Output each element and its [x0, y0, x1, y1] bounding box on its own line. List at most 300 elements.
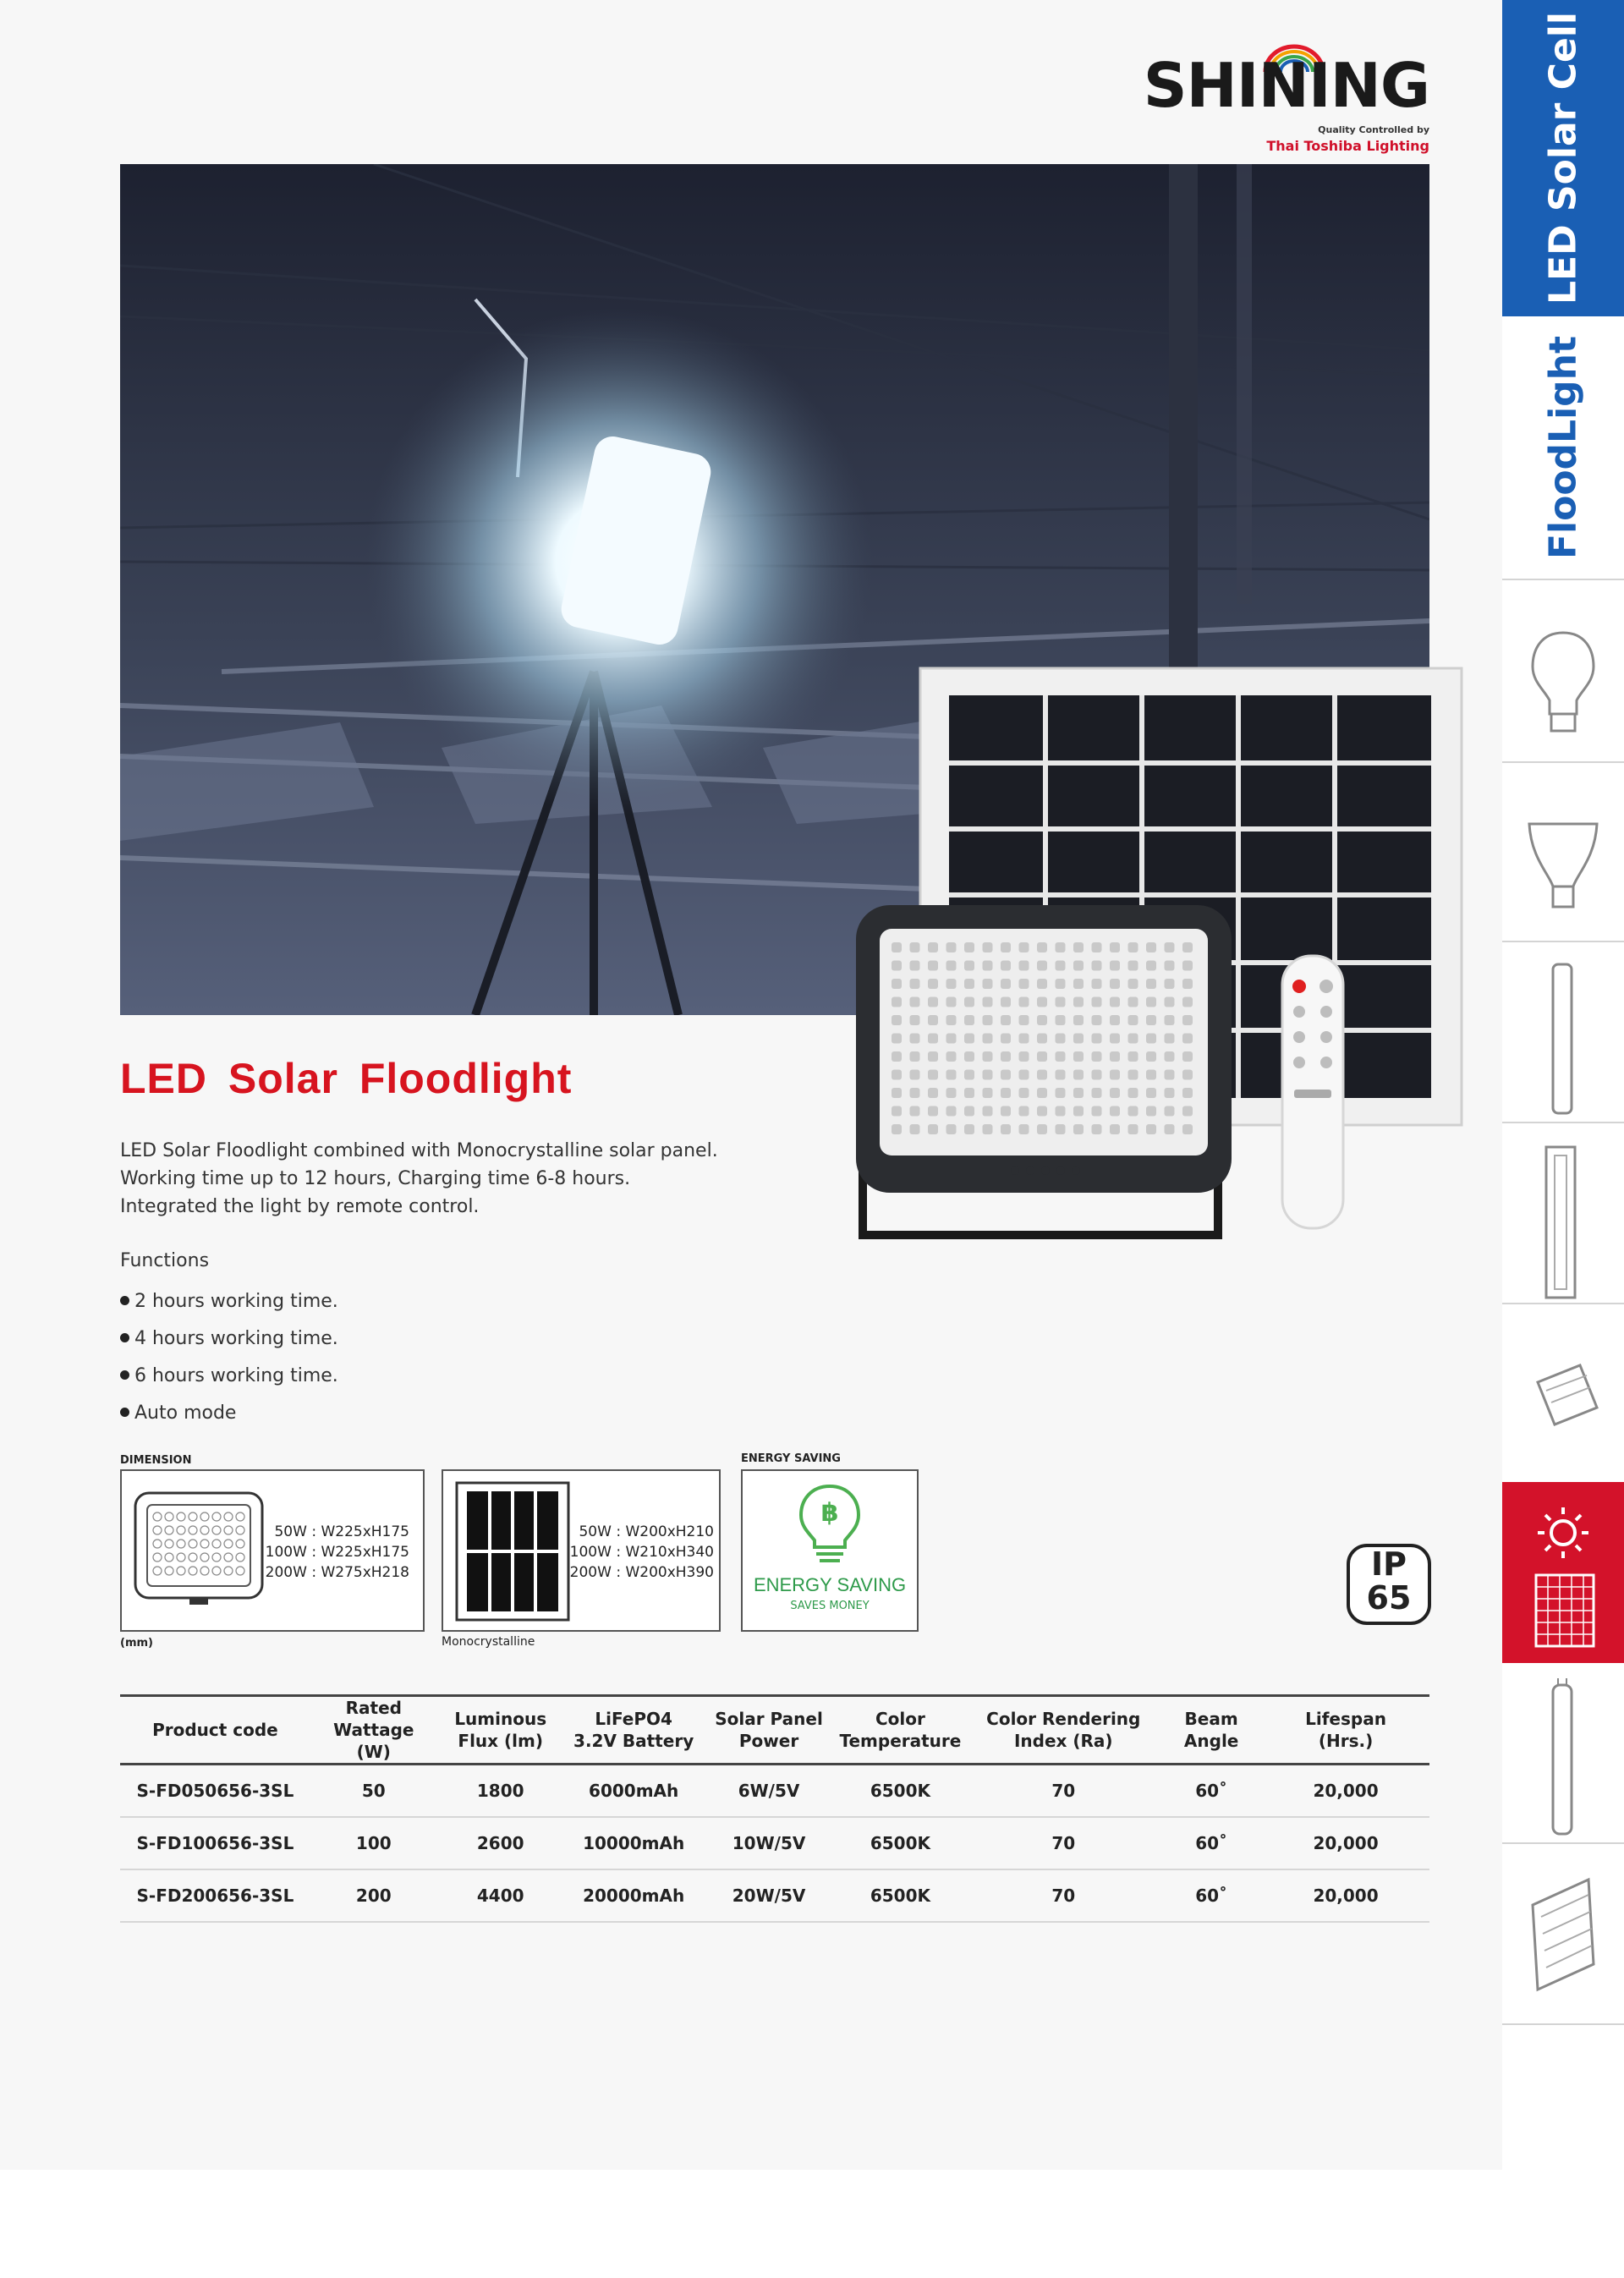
led-chip	[1001, 1088, 1011, 1098]
led-chip	[1092, 1034, 1102, 1044]
led-chip	[983, 1070, 993, 1080]
ip65-badge	[1347, 1544, 1431, 1625]
tube-icon	[1521, 952, 1605, 1122]
panel-dimension-box	[442, 1469, 721, 1632]
led-chip	[1146, 1034, 1156, 1044]
description-line: Working time up to 12 hours, Charging time 6-8 hours.	[120, 1168, 631, 1189]
table-cell: 10000mAh	[564, 1817, 704, 1869]
floodlight-dimensions: 50W : W225xH175 100W : W225xH175 200W : W275xH218	[265, 1523, 409, 1581]
led-chip	[910, 1034, 920, 1044]
led-outline	[212, 1553, 221, 1562]
dimension-unit: (mm)	[120, 1637, 153, 1649]
led-chip	[1019, 1106, 1029, 1117]
led-chip	[1019, 979, 1029, 989]
batten-icon	[1521, 1134, 1605, 1303]
led-chip	[1001, 979, 1011, 989]
led-outline	[236, 1512, 244, 1521]
led-chip	[1182, 1051, 1193, 1062]
led-outline	[153, 1540, 162, 1548]
panel-dimensions: 50W : W200xH210 100W : W210xH340 200W : W200xH390	[569, 1523, 714, 1581]
led-outline	[165, 1512, 173, 1521]
led-chip	[1001, 1051, 1011, 1062]
table-cell: 70	[966, 1869, 1160, 1922]
led-chip	[964, 1106, 974, 1117]
led-chip	[1165, 1124, 1175, 1134]
led-chip	[1037, 979, 1047, 989]
led-chip	[983, 942, 993, 952]
led-chip	[1056, 1034, 1066, 1044]
led-chip	[1001, 1070, 1011, 1080]
led-chip	[1073, 1088, 1084, 1098]
led-chip	[892, 1070, 902, 1080]
energy-saving-box	[741, 1469, 919, 1632]
sidebar-item-batten[interactable]	[1502, 1125, 1624, 1304]
floodlight-image	[856, 905, 1232, 1235]
led-chip	[1110, 1070, 1120, 1080]
led-chip	[1146, 961, 1156, 971]
led-chip	[1110, 1106, 1120, 1117]
table-cell: 10W/5V	[704, 1817, 835, 1869]
led-chip	[983, 1051, 993, 1062]
led-chip	[1128, 997, 1138, 1007]
led-outline	[189, 1553, 197, 1562]
table-cell: 1800	[437, 1765, 564, 1818]
led-outline	[212, 1512, 221, 1521]
led-chip	[1146, 979, 1156, 989]
specification-table	[120, 1694, 1429, 1923]
led-chip	[1165, 1051, 1175, 1062]
sidebar-category-label: LED Solar Cell	[1541, 12, 1585, 305]
led-outline	[165, 1553, 173, 1562]
led-chip	[1019, 997, 1029, 1007]
led-chip	[1019, 961, 1029, 971]
table-header-cell: Lifespan (Hrs.)	[1305, 1709, 1386, 1751]
sidebar-divider	[1502, 761, 1624, 763]
led-chip	[1182, 979, 1193, 989]
table-cell: S-FD050656-3SL	[120, 1765, 310, 1818]
table-cell: 50	[310, 1765, 437, 1818]
led-chip	[1182, 1015, 1193, 1025]
sidebar-tab-led-solar-cell[interactable]	[1502, 0, 1624, 316]
brand-logo	[1143, 47, 1429, 156]
led-chip	[1037, 1106, 1047, 1117]
led-chip	[1092, 961, 1102, 971]
led-chip	[946, 1070, 957, 1080]
table-cell: 6W/5V	[704, 1765, 835, 1818]
table-body	[120, 1765, 1429, 1923]
table-row	[120, 1869, 1429, 1922]
led-chip	[946, 1034, 957, 1044]
led-chip	[928, 1034, 938, 1044]
led-chip	[1146, 1106, 1156, 1117]
description-line: LED Solar Floodlight combined with Monocrystalline solar panel.	[120, 1140, 718, 1161]
led-chip	[1165, 1015, 1175, 1025]
led-outline	[212, 1540, 221, 1548]
led-chip	[946, 1015, 957, 1025]
led-outline	[153, 1567, 162, 1575]
led-chip	[1092, 942, 1102, 952]
led-chip	[1056, 961, 1066, 971]
product-description	[120, 1137, 881, 1221]
led-chip	[1073, 997, 1084, 1007]
led-chip	[928, 942, 938, 952]
table-cell: 20,000	[1262, 1817, 1429, 1869]
description-line: Integrated the light by remote control.	[120, 1196, 480, 1217]
led-chip	[892, 961, 902, 971]
table-cell: S-FD200656-3SL	[120, 1869, 310, 1922]
led-chip	[1110, 942, 1120, 952]
led-chip	[946, 979, 957, 989]
led-chip	[946, 1088, 957, 1098]
led-chip	[983, 961, 993, 971]
led-chip	[1128, 961, 1138, 971]
led-chip	[1092, 1015, 1102, 1025]
led-chip	[1001, 942, 1011, 952]
led-outline	[165, 1526, 173, 1534]
led-chip	[1165, 1088, 1175, 1098]
led-chip	[964, 997, 974, 1007]
table-cell: 6500K	[834, 1869, 966, 1922]
led-outline	[189, 1540, 197, 1548]
bullet-icon	[120, 1370, 129, 1380]
led-chip	[910, 1070, 920, 1080]
table-cell: 60˚	[1160, 1869, 1262, 1922]
led-chip	[1001, 1124, 1011, 1134]
panel-caption: Monocrystalline	[442, 1635, 535, 1649]
led-chip	[910, 961, 920, 971]
sidebar-item-tube[interactable]	[1502, 944, 1624, 1123]
led-chip	[964, 1015, 974, 1025]
led-outline	[236, 1567, 244, 1575]
led-chip	[1110, 1015, 1120, 1025]
led-chip	[928, 1015, 938, 1025]
led-outline	[224, 1512, 233, 1521]
led-chip	[1110, 1088, 1120, 1098]
led-chip	[1110, 1051, 1120, 1062]
led-chip	[1073, 979, 1084, 989]
led-chip	[928, 997, 938, 1007]
sidebar-tab-floodlight[interactable]	[1502, 316, 1624, 579]
sidebar-item-t8-tube[interactable]	[1502, 1663, 1624, 1842]
table-cell: 4400	[437, 1869, 564, 1922]
led-chip	[910, 979, 920, 989]
led-chip	[928, 1088, 938, 1098]
led-chip	[892, 1088, 902, 1098]
led-chip	[928, 1070, 938, 1080]
highbay-icon	[1521, 1315, 1605, 1475]
energy-saving-label: ENERGY SAVING	[741, 1452, 841, 1465]
functions-list	[120, 1250, 338, 1432]
led-chip	[1073, 1015, 1084, 1025]
sidebar-divider	[1502, 579, 1624, 580]
table-header-cell: Luminous Flux (lm)	[454, 1709, 547, 1751]
led-chip	[910, 1106, 920, 1117]
led-chip	[1037, 1015, 1047, 1025]
bullet-icon	[120, 1296, 129, 1305]
table-row	[120, 1817, 1429, 1869]
led-chip	[983, 1088, 993, 1098]
table-header-cell: LiFePO4 3.2V Battery	[573, 1709, 694, 1751]
table-cell: 20000mAh	[564, 1869, 704, 1922]
led-chip	[910, 997, 920, 1007]
led-chip	[1037, 1088, 1047, 1098]
led-chip	[1056, 942, 1066, 952]
led-chip	[1165, 1034, 1175, 1044]
led-chip	[1128, 1070, 1138, 1080]
led-chip	[1182, 942, 1193, 952]
led-chip	[928, 1106, 938, 1117]
led-chip	[1165, 979, 1175, 989]
sidebar-item-bulb[interactable]	[1502, 582, 1624, 761]
led-chip	[1146, 1070, 1156, 1080]
led-outline	[224, 1526, 233, 1534]
led-chip	[1165, 1106, 1175, 1117]
table-cell: 100	[310, 1817, 437, 1869]
saves-money-text: SAVES MONEY	[790, 1600, 870, 1612]
bulb-icon	[1521, 590, 1605, 751]
led-chip	[1128, 1034, 1138, 1044]
led-chip	[1110, 979, 1120, 989]
led-chip	[1001, 1034, 1011, 1044]
led-chip	[1128, 1051, 1138, 1062]
led-chip	[1128, 1088, 1138, 1098]
function-item: Auto mode	[120, 1395, 338, 1432]
led-chip	[1001, 1106, 1011, 1117]
led-chip	[1056, 1124, 1066, 1134]
led-chip	[1037, 1070, 1047, 1080]
table-cell: S-FD100656-3SL	[120, 1817, 310, 1869]
led-chip	[1092, 1106, 1102, 1117]
floodlight-outline-icon	[130, 1488, 274, 1615]
led-chip	[1001, 1015, 1011, 1025]
led-chip	[1019, 1124, 1029, 1134]
led-outline	[212, 1526, 221, 1534]
led-chip	[1092, 997, 1102, 1007]
led-chip	[892, 979, 902, 989]
led-chip	[1092, 1070, 1102, 1080]
led-chip	[983, 1034, 993, 1044]
led-outline	[200, 1512, 209, 1521]
led-chip	[1146, 1124, 1156, 1134]
led-chip	[928, 1124, 938, 1134]
led-outline	[236, 1526, 244, 1534]
led-chip	[983, 1124, 993, 1134]
led-outline	[189, 1512, 197, 1521]
led-chip	[1001, 961, 1011, 971]
led-chip	[1056, 1015, 1066, 1025]
led-chip	[1056, 1051, 1066, 1062]
led-outline	[224, 1567, 233, 1575]
led-chip	[946, 1106, 957, 1117]
table-cell: 2600	[437, 1817, 564, 1869]
led-outline	[189, 1567, 197, 1575]
led-chip	[1037, 961, 1047, 971]
led-chip	[910, 1051, 920, 1062]
led-outline	[165, 1567, 173, 1575]
led-outline	[165, 1540, 173, 1548]
led-chip	[1182, 997, 1193, 1007]
led-chip	[1092, 979, 1102, 989]
led-chip	[983, 1015, 993, 1025]
floodlight-dimension-box	[120, 1469, 425, 1632]
led-chip	[1019, 1034, 1029, 1044]
led-outline	[200, 1553, 209, 1562]
led-chip	[1073, 1070, 1084, 1080]
quality-line: Quality Controlled by	[1318, 124, 1429, 135]
category-sidebar	[1502, 0, 1624, 2278]
sidebar-item-reflector-bulb[interactable]	[1502, 765, 1624, 944]
table-cell: 60˚	[1160, 1765, 1262, 1818]
led-chip	[1019, 1088, 1029, 1098]
led-chip	[1001, 997, 1011, 1007]
led-chip	[1110, 1124, 1120, 1134]
led-chip	[1110, 961, 1120, 971]
led-chip	[928, 979, 938, 989]
led-chip	[964, 1051, 974, 1062]
led-chip	[946, 997, 957, 1007]
led-chip	[1146, 1088, 1156, 1098]
led-chip	[1146, 997, 1156, 1007]
sidebar-divider	[1502, 941, 1624, 942]
led-chip	[1073, 942, 1084, 952]
led-chip	[910, 1124, 920, 1134]
function-item: 4 hours working time.	[120, 1320, 338, 1358]
sidebar-divider	[1502, 1303, 1624, 1304]
led-chip	[1146, 1015, 1156, 1025]
led-chip	[946, 942, 957, 952]
led-chip	[1182, 1124, 1193, 1134]
led-chip	[1037, 1051, 1047, 1062]
led-chip	[1037, 997, 1047, 1007]
led-chip	[1182, 1088, 1193, 1098]
table-cell: 60˚	[1160, 1817, 1262, 1869]
ip-line1: IP	[1371, 1545, 1407, 1583]
led-chip	[928, 961, 938, 971]
solar-panel-outline-icon	[453, 1479, 572, 1623]
reflector-bulb-icon	[1521, 773, 1605, 934]
led-chip	[1182, 1070, 1193, 1080]
bullet-icon	[120, 1408, 129, 1417]
sidebar-item-highbay[interactable]	[1502, 1306, 1624, 1485]
led-outline	[153, 1512, 162, 1521]
sidebar-item-solar-floodlight[interactable]	[1502, 1482, 1624, 1663]
led-outline	[177, 1553, 185, 1562]
led-outline	[212, 1567, 221, 1575]
led-chip	[1037, 1124, 1047, 1134]
led-chip	[983, 1106, 993, 1117]
table-header-cell: Product code	[152, 1720, 278, 1740]
led-chip	[964, 1034, 974, 1044]
led-chip	[1073, 1034, 1084, 1044]
sidebar-divider	[1502, 1842, 1624, 1844]
led-chip	[1146, 942, 1156, 952]
sidebar-item-panel-fixture[interactable]	[1502, 1846, 1624, 2025]
led-outline	[189, 1526, 197, 1534]
led-chip	[1128, 1106, 1138, 1117]
led-chip	[964, 1124, 974, 1134]
led-chip	[1056, 1070, 1066, 1080]
table-cell: 70	[966, 1817, 1160, 1869]
led-chip	[946, 1124, 957, 1134]
led-chip	[946, 961, 957, 971]
led-outline	[153, 1526, 162, 1534]
table-cell: 20,000	[1262, 1765, 1429, 1818]
led-chip	[1128, 1015, 1138, 1025]
led-outline	[200, 1540, 209, 1548]
sidebar-divider	[1502, 1122, 1624, 1123]
led-chip	[1165, 1070, 1175, 1080]
table-cell: 200	[310, 1869, 437, 1922]
product-illustration	[846, 660, 1472, 1252]
led-chip	[928, 1051, 938, 1062]
led-chip	[1073, 1051, 1084, 1062]
led-chip	[1037, 1034, 1047, 1044]
led-chip	[1056, 1088, 1066, 1098]
led-chip	[1092, 1088, 1102, 1098]
energy-saving-text: ENERGY SAVING	[753, 1574, 907, 1595]
product-image	[846, 660, 1472, 1252]
table-header-cell: Color Rendering Index (Ra)	[986, 1709, 1141, 1751]
table-cell: 6500K	[834, 1817, 966, 1869]
led-chip	[1110, 1034, 1120, 1044]
sidebar-subcategory-label: FloodLight	[1541, 335, 1585, 560]
led-outline	[177, 1567, 185, 1575]
led-outline	[177, 1512, 185, 1521]
led-chip	[910, 942, 920, 952]
led-chip	[892, 1124, 902, 1134]
led-chip	[892, 1106, 902, 1117]
led-chip	[910, 1015, 920, 1025]
led-chip	[1128, 979, 1138, 989]
led-chip	[1165, 942, 1175, 952]
table-row	[120, 1765, 1429, 1818]
table-cell: 20,000	[1262, 1869, 1429, 1922]
table-cell: 6500K	[834, 1765, 966, 1818]
led-chip	[946, 1051, 957, 1062]
panel-fixture-icon	[1521, 1854, 1605, 2015]
led-outline	[236, 1553, 244, 1562]
table-cell: 70	[966, 1765, 1160, 1818]
led-chip	[892, 942, 902, 952]
solar-floodlight-icon	[1521, 1490, 1605, 1660]
table-cell: 6000mAh	[564, 1765, 704, 1818]
table-header-row	[120, 1696, 1429, 1765]
function-item: 6 hours working time.	[120, 1358, 338, 1395]
led-chip	[964, 1070, 974, 1080]
functions-heading: Functions	[120, 1250, 210, 1271]
led-chip	[983, 997, 993, 1007]
sidebar-divider	[1502, 2023, 1624, 2025]
led-outline	[224, 1540, 233, 1548]
led-chip	[1073, 1124, 1084, 1134]
led-chip	[1110, 997, 1120, 1007]
table-header-cell: Rated Wattage (W)	[333, 1698, 414, 1762]
partner-name: Thai Toshiba Lighting	[1266, 138, 1429, 154]
led-chip	[1165, 997, 1175, 1007]
baht-symbol: ฿	[820, 1498, 839, 1528]
led-chip	[964, 979, 974, 989]
led-chip	[964, 942, 974, 952]
led-chip	[892, 997, 902, 1007]
led-chip	[892, 1051, 902, 1062]
led-outline	[177, 1526, 185, 1534]
remote-control-image	[1282, 956, 1343, 1228]
led-chip	[964, 1088, 974, 1098]
led-outline	[200, 1567, 209, 1575]
table-header-cell: Color Temperature	[839, 1709, 962, 1751]
led-chip	[1182, 961, 1193, 971]
led-chip	[983, 979, 993, 989]
